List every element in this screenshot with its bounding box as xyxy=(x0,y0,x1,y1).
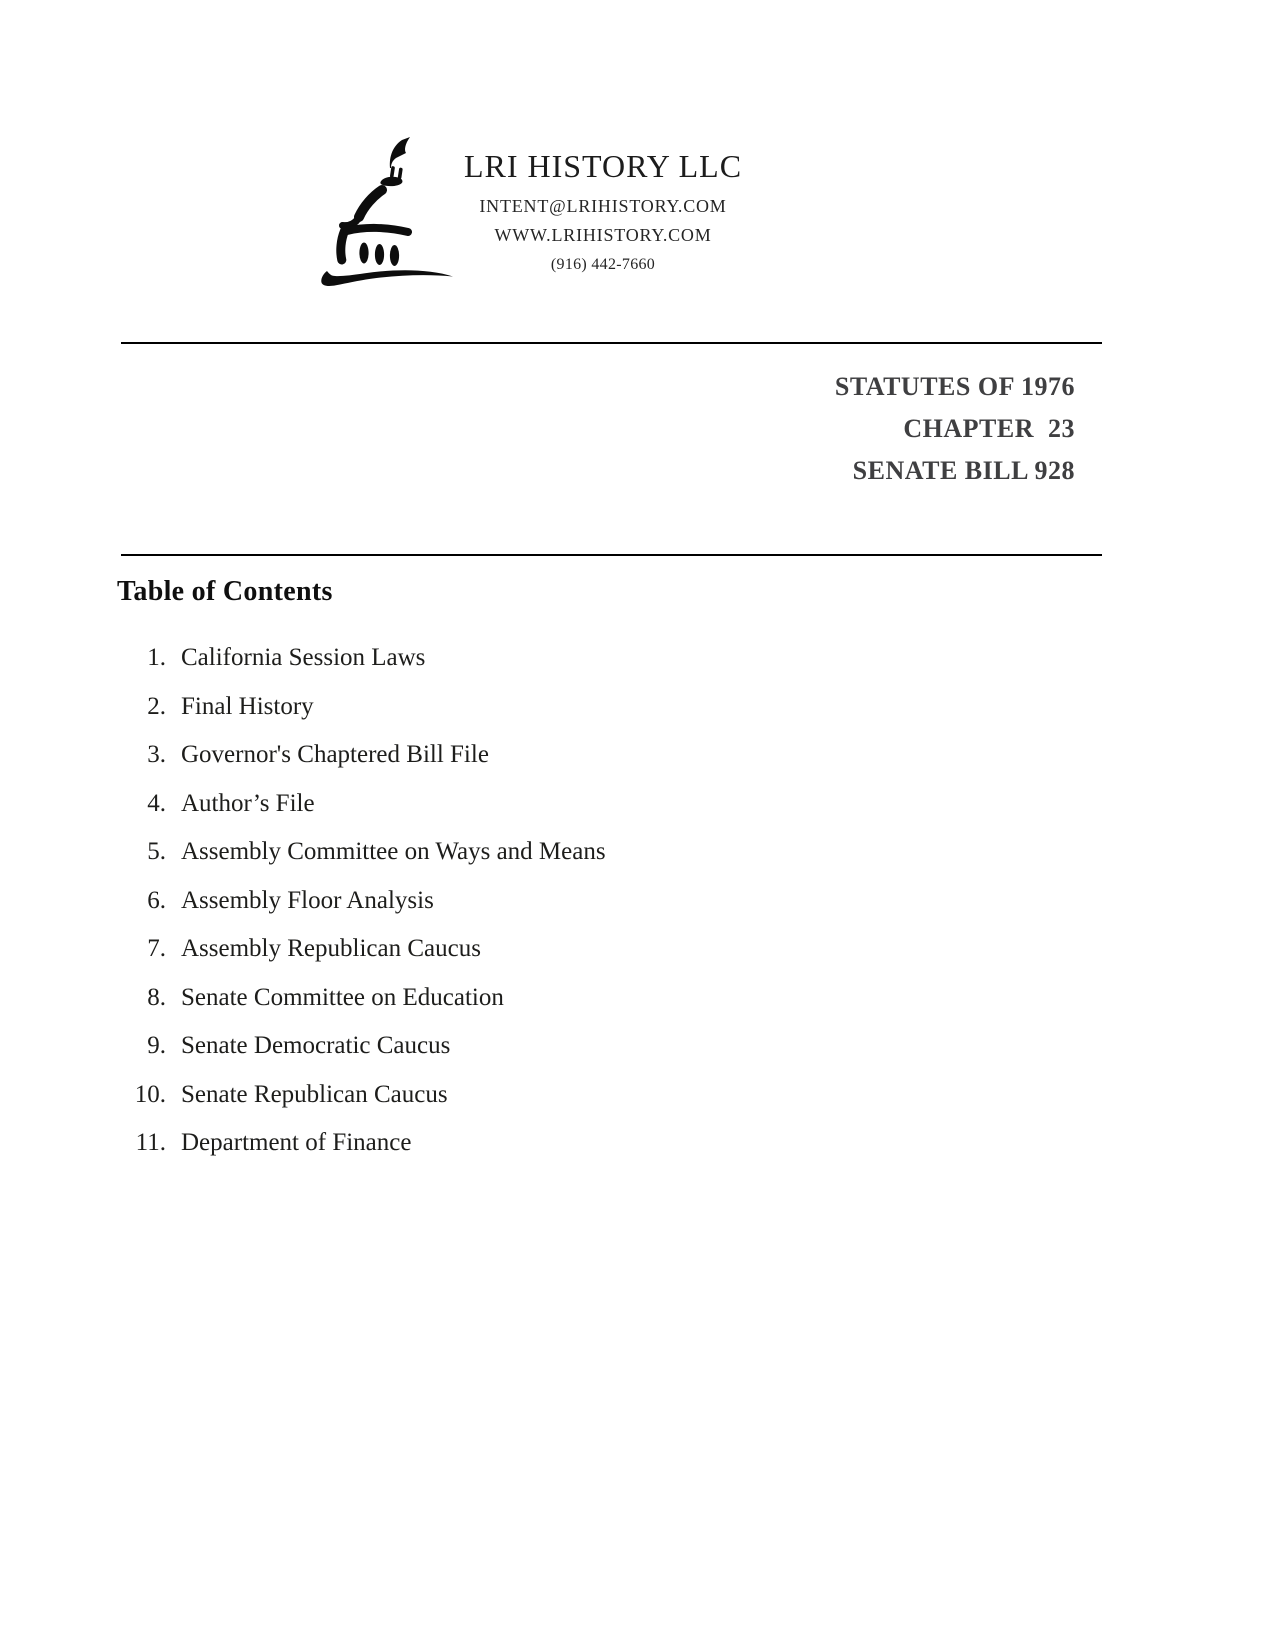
toc-item-number: 7. xyxy=(147,935,166,962)
toc-item xyxy=(117,693,1017,742)
toc-item-label: Assembly Floor Analysis xyxy=(181,886,434,914)
toc-item-label: Senate Democratic Caucus xyxy=(181,1032,451,1059)
toc-item-label: Assembly Committee on Ways and Means xyxy=(181,838,606,865)
toc-list xyxy=(117,644,1017,1178)
divider-top xyxy=(121,342,1102,344)
toc-item-number: 10. xyxy=(134,1080,166,1108)
company-name: LRI HISTORY LLC xyxy=(463,148,743,184)
toc-item xyxy=(117,1081,1017,1130)
toc-item xyxy=(117,1129,1017,1178)
document-reference xyxy=(835,366,1075,492)
toc-item-number: 5. xyxy=(147,838,166,865)
toc-heading: Table of Contents xyxy=(117,576,333,607)
company-email: INTENT@LRIHISTORY.COM xyxy=(479,196,727,216)
toc-item-number: 9. xyxy=(147,1032,166,1059)
toc-item-number: 6. xyxy=(147,886,166,914)
toc-item-number: 1. xyxy=(147,644,166,671)
toc-item-label: Department of Finance xyxy=(181,1129,412,1156)
toc-item xyxy=(117,644,1017,693)
toc-item xyxy=(117,887,1017,936)
company-phone: (916) 442-7660 xyxy=(550,256,656,273)
toc-item-label: Final History xyxy=(181,692,314,720)
toc-item-label: California Session Laws xyxy=(181,644,426,671)
toc-item-label: Senate Republican Caucus xyxy=(181,1080,448,1108)
statutes-line: STATUTES OF 1976 xyxy=(834,372,1075,401)
letterhead xyxy=(460,146,746,279)
toc-item xyxy=(117,741,1017,790)
toc-item xyxy=(117,838,1017,887)
chapter-line: CHAPTER 23 xyxy=(903,414,1075,443)
toc-item xyxy=(117,1032,1017,1081)
toc-item-label: Governor's Chaptered Bill File xyxy=(181,741,489,768)
capitol-dome-logo-icon xyxy=(295,126,470,288)
bill-line: SENATE BILL 928 xyxy=(852,456,1075,485)
toc-item-label: Author’s File xyxy=(181,789,315,817)
toc-item-label: Assembly Republican Caucus xyxy=(181,935,481,962)
toc-item xyxy=(117,935,1017,984)
toc-item xyxy=(117,984,1017,1033)
toc-item-number: 2. xyxy=(147,692,166,720)
toc-item-number: 3. xyxy=(147,741,166,768)
toc-item xyxy=(117,790,1017,839)
divider-middle xyxy=(121,554,1102,556)
company-website: WWW.LRIHISTORY.COM xyxy=(494,225,712,245)
toc-item-number: 11. xyxy=(135,1129,166,1156)
toc-item-number: 8. xyxy=(147,983,166,1011)
toc-item-label: Senate Committee on Education xyxy=(181,983,504,1011)
toc-item-number: 4. xyxy=(147,789,166,817)
